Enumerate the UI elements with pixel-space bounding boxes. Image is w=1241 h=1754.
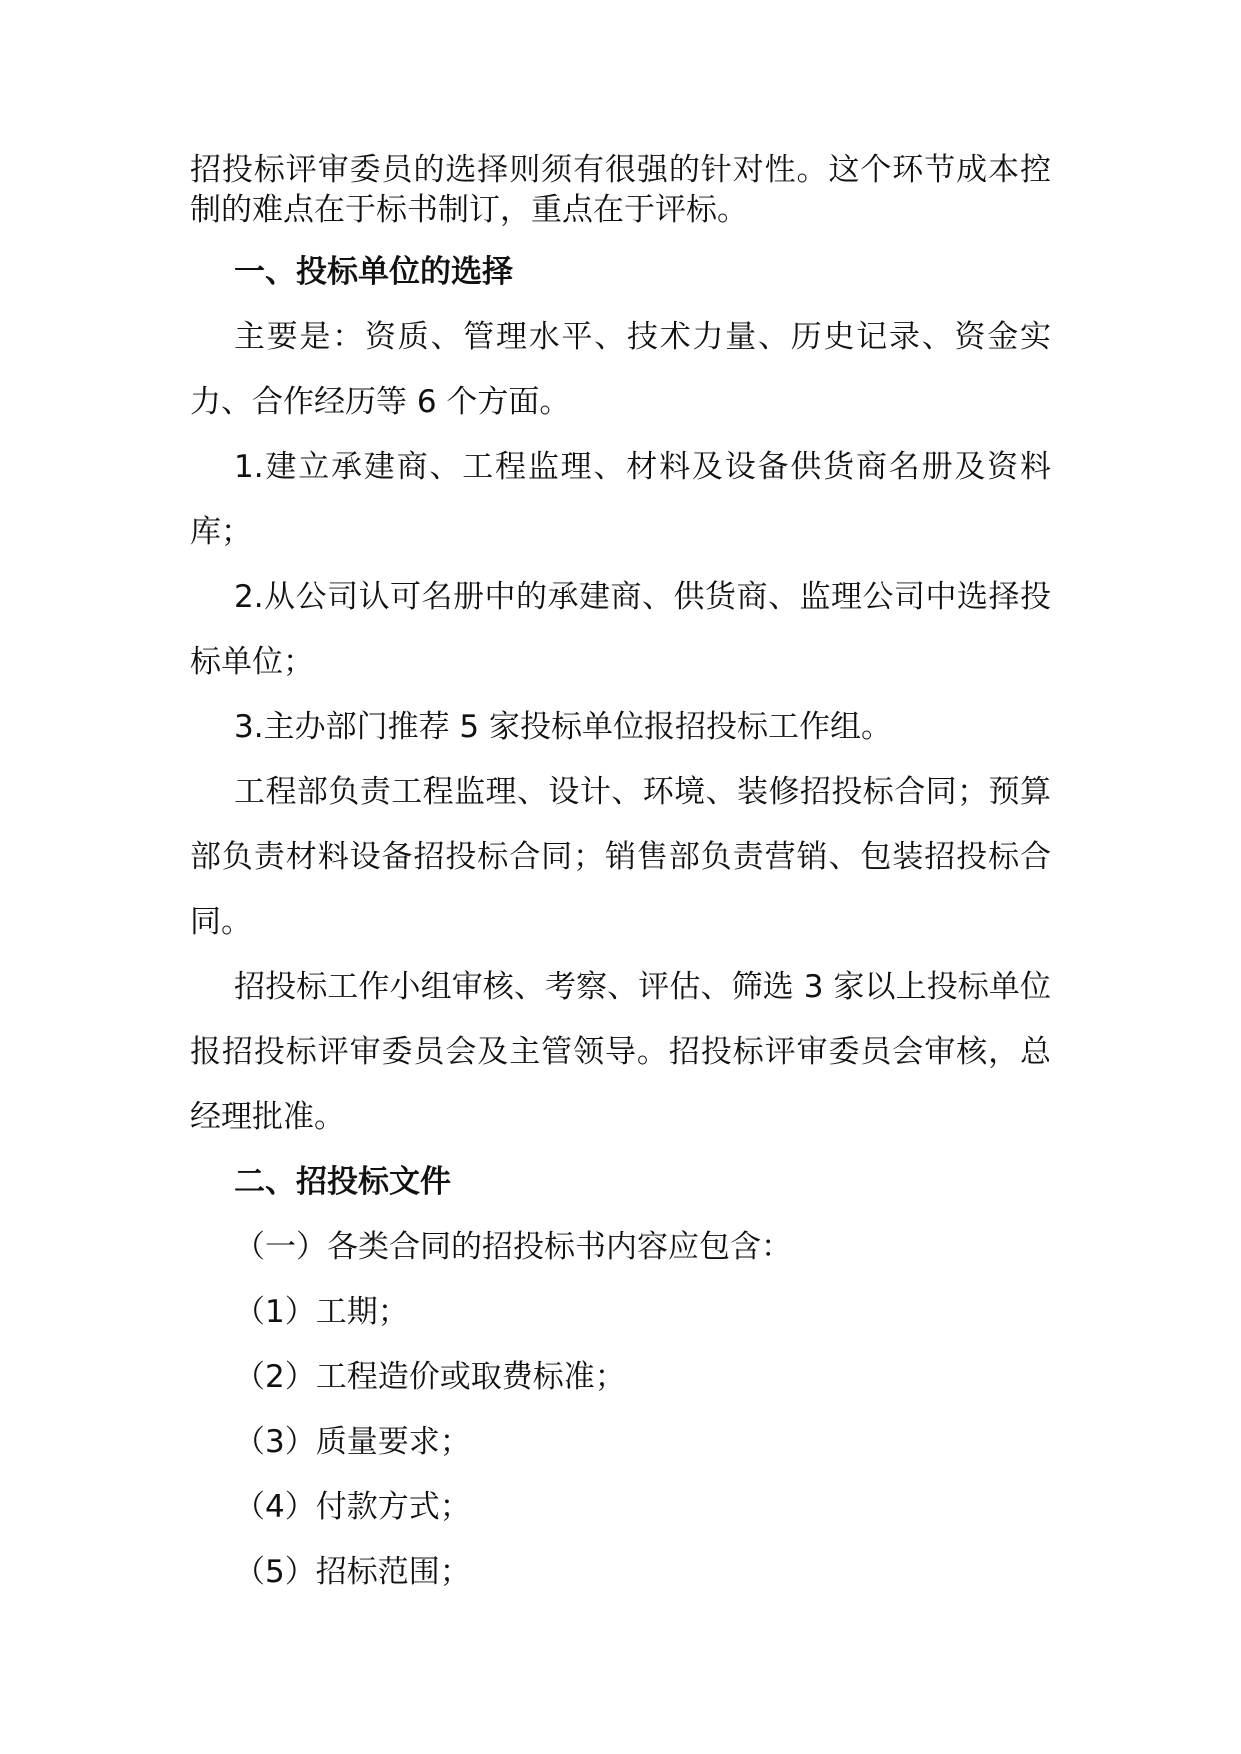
section-heading-2: 二、招投标文件 xyxy=(234,1164,451,1200)
list-item: （3）质量要求； xyxy=(234,1424,471,1460)
list-item: 3.主办部门推荐 5 家投标单位报招投标工作组。 xyxy=(234,709,893,745)
paragraph: 招投标工作小组审核、考察、评估、筛选 3 家以上投标单位报招投标评审委员会及主管领导。招投标评审委员会审核，总经理批准。 xyxy=(190,969,1051,1135)
section-heading-1: 一、投标单位的选择 xyxy=(234,254,513,290)
list-item: （5）招标范围； xyxy=(234,1554,471,1590)
paragraph: 主要是：资质、管理水平、技术力量、历史记录、资金实力、合作经历等 6 个方面。 xyxy=(190,319,1051,420)
list-item: （4）付款方式； xyxy=(234,1489,471,1525)
list-item: （2）工程造价或取费标准； xyxy=(234,1359,626,1395)
list-item: 2.从公司认可名册中的承建商、供货商、监理公司中选择投标单位； xyxy=(190,579,1051,680)
sub-heading: （一）各类合同的招投标书内容应包含： xyxy=(234,1229,792,1265)
intro-paragraph: 招投标评审委员的选择则须有很强的针对性。这个环节成本控制的难点在于标书制订，重点在于评标。 xyxy=(190,152,1051,228)
paragraph: 工程部负责工程监理、设计、环境、装修招投标合同；预算部负责材料设备招投标合同；销售部负责营销、包装招投标合同。 xyxy=(190,774,1051,940)
list-item: 1.建立承建商、工程监理、材料及设备供货商名册及资料库； xyxy=(190,449,1051,550)
list-item: （1）工期； xyxy=(234,1294,409,1330)
